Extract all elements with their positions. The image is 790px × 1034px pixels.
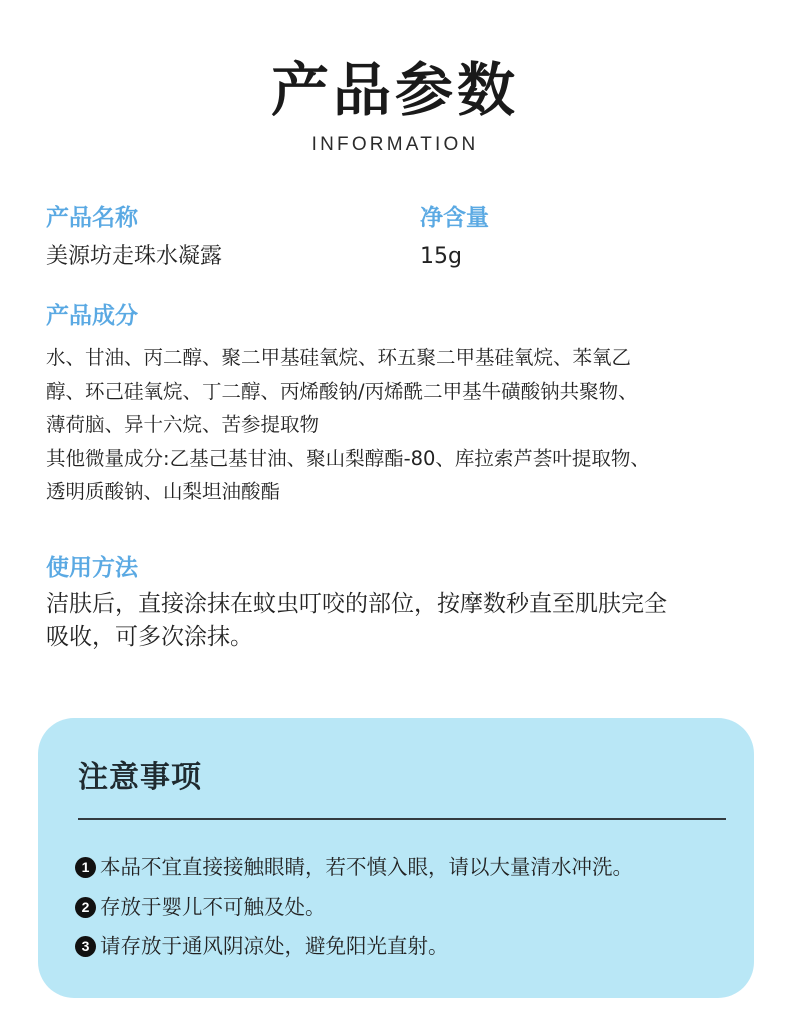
page-title: 产品参数 xyxy=(270,56,519,124)
product-name-label: 产品名称 xyxy=(46,205,138,231)
notice-divider xyxy=(78,818,726,820)
ingredients-line: 透明质酸钠、山梨坦油酸酯 xyxy=(46,480,281,503)
number-one-icon: 1 xyxy=(75,857,96,878)
notice-item xyxy=(75,931,449,961)
notice-title: 注意事项 xyxy=(78,760,202,795)
ingredients-line: 醇、环己硅氧烷、丁二醇、丙烯酸钠/丙烯酰二甲基牛磺酸钠共聚物、 xyxy=(46,379,638,403)
notice-item-text: 请存放于通风阴凉处，避免阳光直射。 xyxy=(100,934,449,958)
ingredients-label: 产品成分 xyxy=(46,303,138,329)
ingredients-line: 水、甘油、丙二醇、聚二甲基硅氧烷、环五聚二甲基硅氧烷、苯氧乙 xyxy=(46,346,632,369)
usage-line: 吸收，可多次涂抹。 xyxy=(46,624,253,650)
notice-item-text: 存放于婴儿不可触及处。 xyxy=(100,895,326,919)
usage-text xyxy=(46,588,751,654)
notice-item-text: 本品不宜直接接触眼睛，若不慎入眼，请以大量清水冲洗。 xyxy=(100,855,633,879)
ingredients-line: 其他微量成分:乙基己基甘油、聚山梨醇酯-80、库拉索芦荟叶提取物、 xyxy=(46,446,650,470)
notice-item xyxy=(75,892,326,922)
usage-label: 使用方法 xyxy=(46,555,138,581)
number-two-icon: 2 xyxy=(75,897,96,918)
page-subtitle: INFORMATION xyxy=(311,134,479,155)
product-name-value: 美源坊走珠水凝露 xyxy=(46,244,223,269)
notice-card xyxy=(38,718,754,998)
usage-line: 洁肤后，直接涂抹在蚊虫叮咬的部位，按摩数秒直至肌肤完全 xyxy=(46,591,667,617)
net-content-label: 净含量 xyxy=(420,205,489,231)
net-content-value: 15g xyxy=(420,244,462,269)
notice-item xyxy=(75,852,633,882)
number-three-icon: 3 xyxy=(75,936,96,957)
ingredients-line: 薄荷脑、异十六烷、苦参提取物 xyxy=(46,413,320,436)
ingredients-text xyxy=(46,341,756,509)
